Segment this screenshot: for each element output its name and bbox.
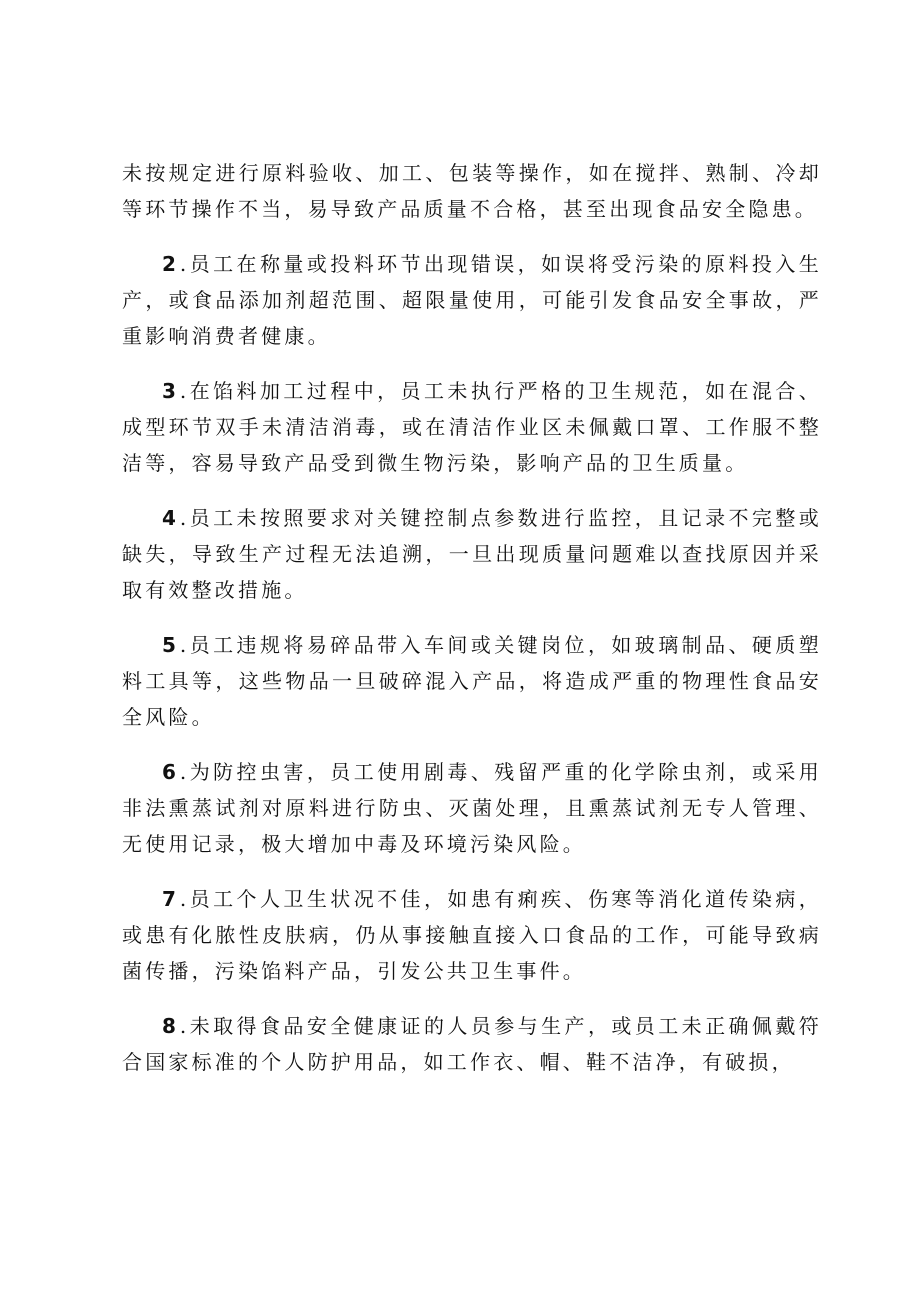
paragraph-number: 8 [162,1014,180,1038]
paragraph-5 [122,627,822,735]
document-body [122,155,822,1099]
paragraph-3 [122,373,822,481]
paragraph-text: .员工未按照要求对关键控制点参数进行监控，且记录不完整或缺失，导致生产过程无法追溯，一旦出现质量问题难以查找原因并采取有效整改措施。 [122,506,822,602]
paragraph-2 [122,246,822,354]
paragraph-8 [122,1008,822,1080]
paragraph-text: .为防控虫害，员工使用剧毒、残留严重的化学除虫剂，或采用非法熏蒸试剂对原料进行防虫、灭菌处理，且熏蒸试剂无专人管理、无使用记录，极大增加中毒及环境污染风险。 [122,760,822,856]
paragraph-text: 未按规定进行原料验收、加工、包装等操作，如在搅拌、熟制、冷却等环节操作不当，易导致产品质量不合格，甚至出现食品安全隐患。 [122,161,822,221]
paragraph-text: .在馅料加工过程中，员工未执行严格的卫生规范，如在混合、成型环节双手未清洁消毒，或在清洁作业区未佩戴口罩、工作服不整洁等，容易导致产品受到微生物污染，影响产品的卫生质量。 [122,379,822,475]
paragraph-4 [122,500,822,608]
paragraph-number: 3 [162,379,180,403]
paragraph-number: 7 [162,887,180,911]
paragraph-number: 5 [162,633,180,657]
paragraph-1 [122,155,822,227]
paragraph-number: 2 [162,252,180,276]
paragraph-text: .员工在称量或投料环节出现错误，如误将受污染的原料投入生产，或食品添加剂超范围、超限量使用，可能引发食品安全事故，严重影响消费者健康。 [122,252,822,348]
paragraph-text: .员工个人卫生状况不佳，如患有痢疾、伤寒等消化道传染病，或患有化脓性皮肤病，仍从事接触直接入口食品的工作，可能导致病菌传播，污染馅料产品，引发公共卫生事件。 [122,887,822,983]
paragraph-7 [122,881,822,989]
paragraph-text: .未取得食品安全健康证的人员参与生产，或员工未正确佩戴符合国家标准的个人防护用品，如工作衣、帽、鞋不洁净，有破损， [122,1014,822,1074]
paragraph-number: 4 [162,506,180,530]
paragraph-6 [122,754,822,862]
paragraph-number: 6 [162,760,180,784]
paragraph-text: .员工违规将易碎品带入车间或关键岗位，如玻璃制品、硬质塑料工具等，这些物品一旦破碎混入产品，将造成严重的物理性食品安全风险。 [122,633,822,729]
